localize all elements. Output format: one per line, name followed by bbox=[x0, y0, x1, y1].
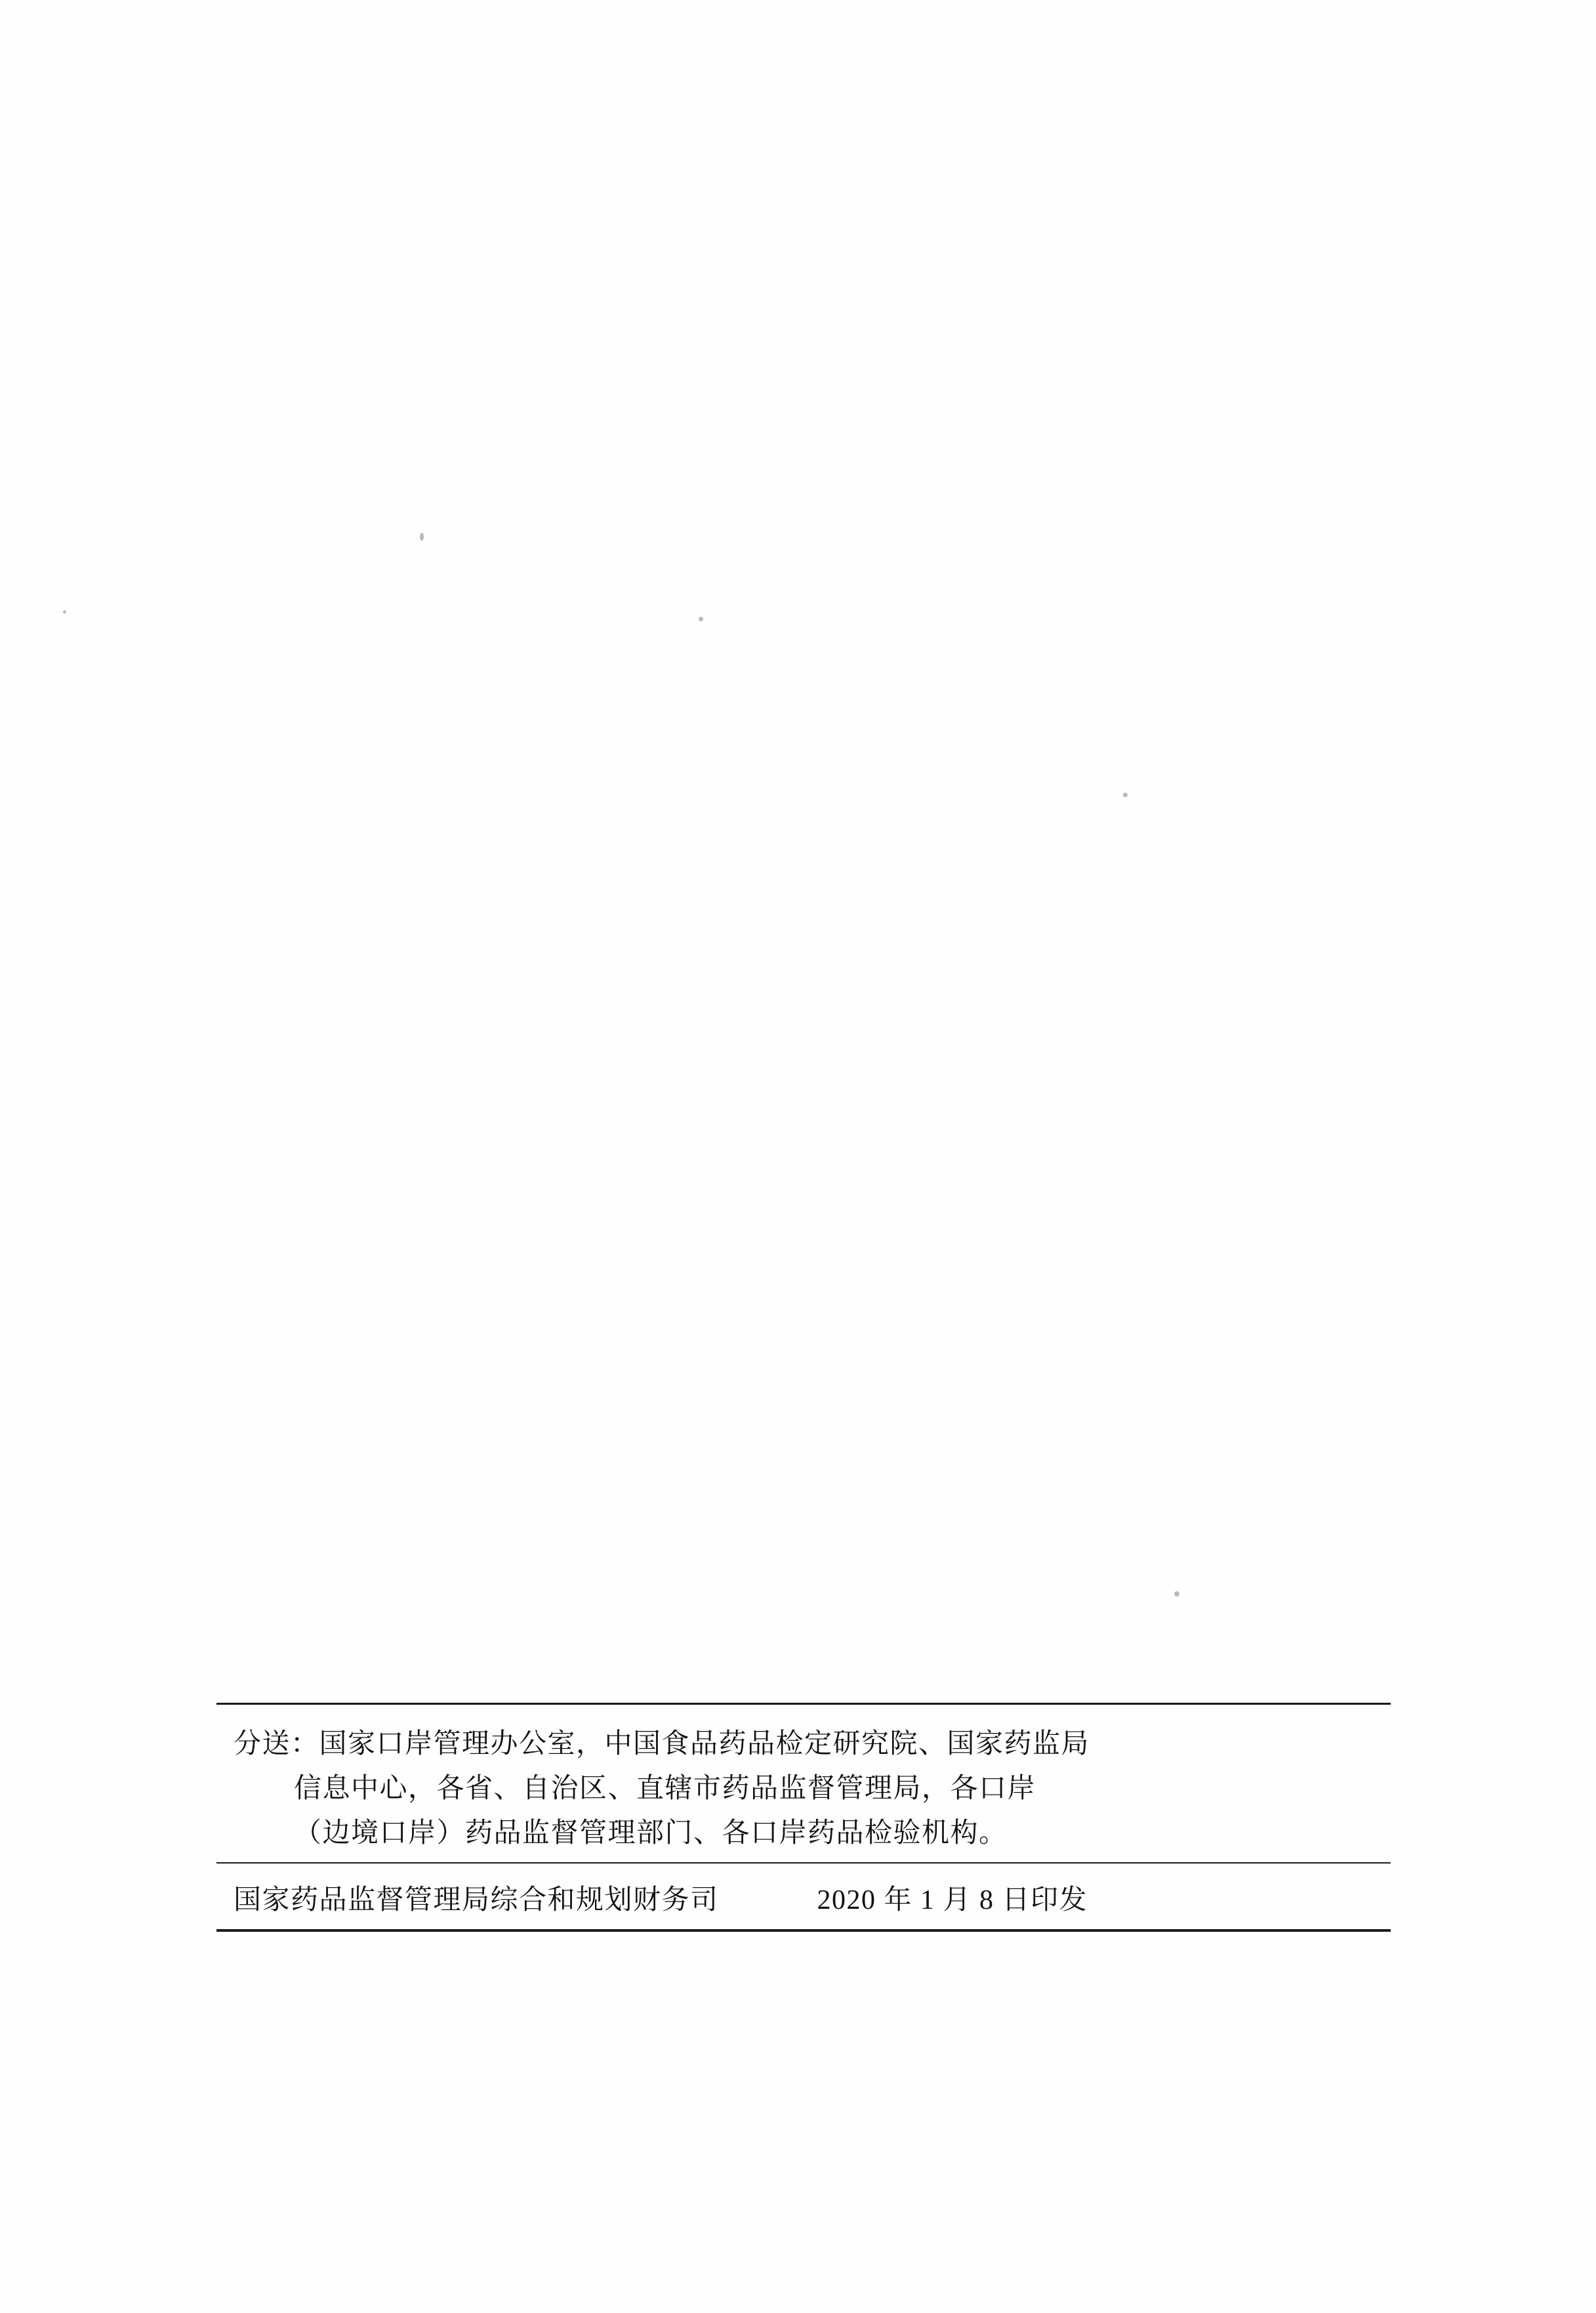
distribution-list bbox=[216, 1705, 1391, 1862]
footer-bottom-rule bbox=[216, 1929, 1391, 1932]
scan-speck bbox=[699, 617, 703, 621]
issuer-row bbox=[216, 1864, 1391, 1929]
issuer-name: 国家药品监督管理局综合和规划财务司 bbox=[234, 1885, 719, 1916]
scan-speck bbox=[63, 610, 66, 614]
scan-speck bbox=[1174, 1591, 1179, 1596]
scan-speck bbox=[1123, 793, 1128, 797]
distribution-line: 信息中心，各省、自治区、直辖市药品监督管理局，各口岸 bbox=[294, 1774, 1036, 1804]
issue-date: 2020 年 1 月 8 日印发 bbox=[817, 1885, 1088, 1916]
footer-distribution-block bbox=[216, 1703, 1391, 1932]
distribution-line: （边境口岸）药品监督管理部门、各口岸药品检验机构。 bbox=[294, 1818, 1008, 1849]
distribution-line: 分送：国家口岸管理办公室，中国食品药品检定研究院、国家药监局 bbox=[234, 1729, 1090, 1759]
scan-speck bbox=[420, 533, 424, 541]
